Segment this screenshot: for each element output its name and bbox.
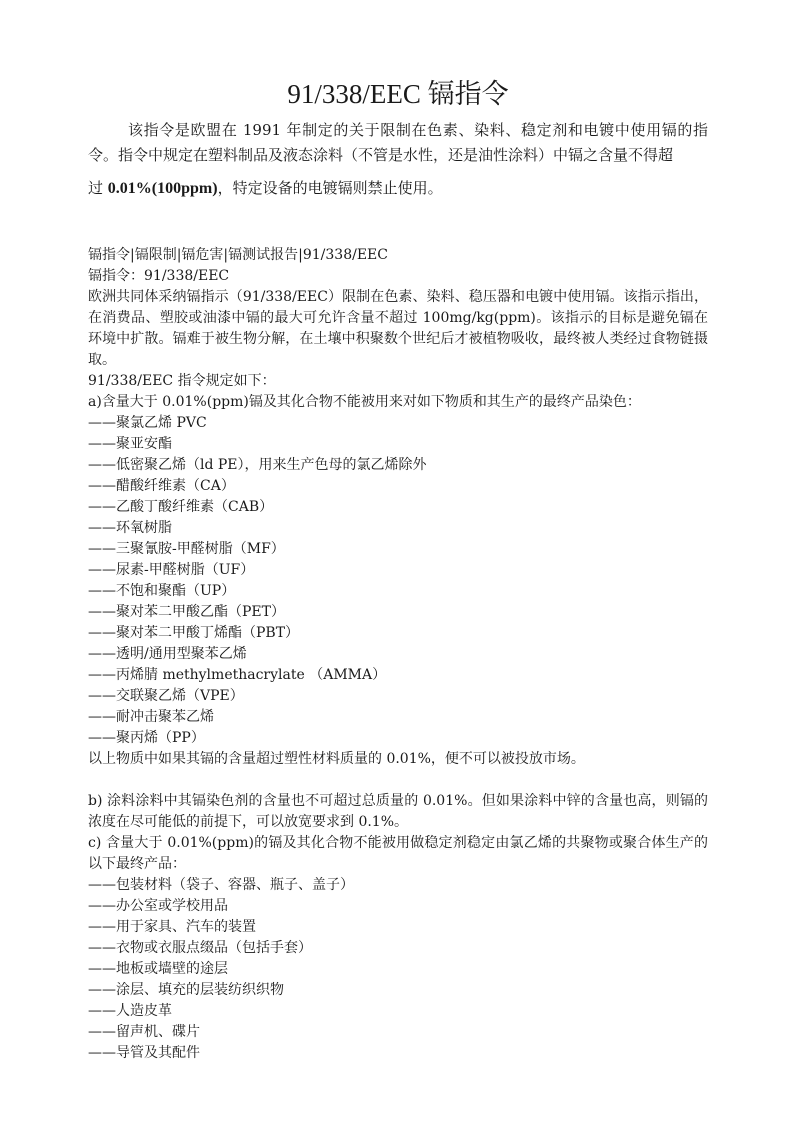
list-item: ——衣物或衣服点缀品（包括手套）	[88, 940, 312, 956]
provisions-heading: 91/338/EEC 指令规定如下：	[88, 373, 276, 389]
list-item: ——聚氯乙烯 PVC	[88, 415, 207, 431]
list-item: ——聚丙烯（PP）	[88, 730, 205, 746]
list-item: ——醋酸纤维素（CA）	[88, 478, 235, 494]
list-item: ——透明/通用型聚苯乙烯	[88, 646, 247, 662]
list-item: ——包装材料（袋子、容器、瓶子、盖子）	[88, 877, 354, 893]
intro-limit-value: 0.01%(100ppm)	[107, 180, 218, 197]
list-item: ——聚亚安酯	[88, 436, 172, 452]
intro-last-prefix: 过	[88, 179, 108, 197]
list-item: ——交联聚乙烯（VPE）	[88, 688, 244, 704]
list-item: ——导管及其配件	[88, 1045, 200, 1061]
list-item: ——不饱和聚酯（UP）	[88, 583, 236, 599]
list-item: ——人造皮革	[88, 1003, 172, 1019]
description-paragraph: 欧洲共同体采纳镉指示（91/338/EEC）限制在色素、染料、稳压器和电镀中使用镉。该指示指出，在消费品、塑胶或油漆中镉的最大可允许含量不超过 100mg/kg(ppm)。该指示的目标是避免镉在环境中扩散。镉难于被生物分解，在土壤中积聚数个世纪后才被植物吸收，最终被人类经过食物链摄取。	[88, 289, 708, 368]
blank-line	[88, 770, 708, 791]
list-item: ——聚对苯二甲酸乙酯（PET）	[88, 604, 285, 620]
keywords-line: 镉指令|镉限制|镉危害|镉测试报告|91/338/EEC	[88, 247, 388, 263]
list-item: ——地板或墙壁的途层	[88, 961, 228, 977]
section-c-list	[88, 875, 708, 1064]
list-item: ——用于家具、汽车的装置	[88, 919, 256, 935]
section-a-heading: a)含量大于 0.01%(ppm)镉及其化合物不能被用来对如下物质和其生产的最终产品染色：	[88, 394, 641, 410]
list-item: ——乙酸丁酸纤维素（CAB）	[88, 499, 274, 515]
intro-paragraph: 该指令是欧盟在 1991 年制定的关于限制在色素、染料、稳定剂和电镀中使用镉的指令。指令中规定在塑料制品及液态涂料（不管是水性，还是油性涂料）中镉之含量不得超	[88, 121, 708, 164]
directive-line: 镉指令：91/338/EEC	[88, 268, 230, 284]
document-title: 91/338/EEC 镉指令	[287, 79, 509, 109]
section-b-paragraph: b) 涂料涂料中其镉染色剂的含量也不可超过总质量的 0.01%。但如果涂料中锌的含量也高，则镉的浓度在尽可能低的前提下，可以放宽要求到 0.1%。	[88, 793, 708, 830]
intro-last-line	[88, 176, 708, 201]
section-a-list	[88, 413, 708, 749]
document-body	[88, 245, 708, 1064]
list-item: ——尿素-甲醛树脂（UF）	[88, 562, 255, 578]
list-item: ——办公室或学校用品	[88, 898, 228, 914]
intro-last-suffix: ，特定设备的电镀镉则禁止使用。	[217, 179, 443, 197]
list-item: ——聚对苯二甲酸丁烯酯（PBT）	[88, 625, 300, 641]
list-item: ——涂层、填充的层装纺织织物	[88, 982, 284, 998]
list-item: ——低密聚乙烯（ld PE），用来生产色母的氯乙烯除外	[88, 457, 427, 473]
document-page	[88, 74, 708, 1064]
list-item: ——丙烯腈 methylmethacrylate （AMMA）	[88, 667, 387, 683]
list-item: ——三聚氰胺-甲醛树脂（MF）	[88, 541, 285, 557]
section-c-heading: c) 含量大于 0.01%(ppm)的镉及其化合物不能被用做稳定剂稳定由氯乙烯的共聚物或聚合体生产的以下最终产品：	[88, 835, 708, 872]
section-a-conclusion: 以上物质中如果其镉的含量超过塑性材料质量的 0.01%，便不可以被投放市场。	[88, 751, 585, 767]
list-item: ——留声机、碟片	[88, 1024, 200, 1040]
list-item: ——环氧树脂	[88, 520, 172, 536]
list-item: ——耐冲击聚苯乙烯	[88, 709, 214, 725]
